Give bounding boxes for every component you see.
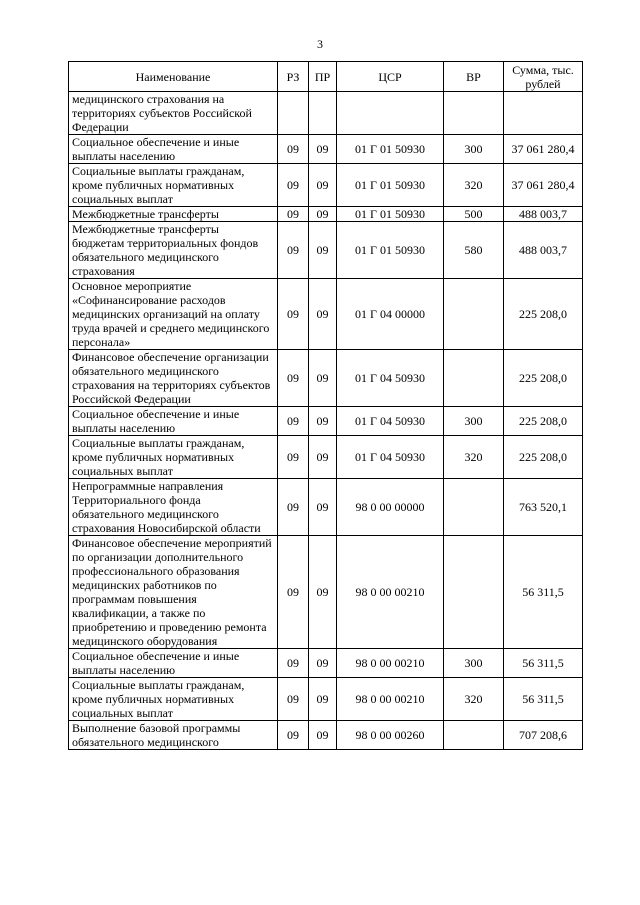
row-csr: 01 Г 01 50930: [337, 207, 444, 222]
row-pr: 09: [309, 678, 337, 721]
table-row: [69, 135, 583, 164]
row-sum: 56 311,5: [504, 649, 583, 678]
row-rz: 09: [278, 721, 309, 750]
row-pr: 09: [309, 436, 337, 479]
row-csr: [337, 92, 444, 135]
row-rz: 09: [278, 135, 309, 164]
row-name: Социальные выплаты гражданам, кроме публичных нормативных социальных выплат: [69, 678, 278, 721]
table-row: [69, 92, 583, 135]
header-rz: РЗ: [278, 62, 309, 92]
row-sum: 56 311,5: [504, 678, 583, 721]
row-name: Финансовое обеспечение организации обязательного медицинского страхования на территориях субъектов Российской Федерации: [69, 350, 278, 407]
header-csr: ЦСР: [337, 62, 444, 92]
page-number: 3: [317, 37, 323, 51]
row-vr: 320: [444, 436, 504, 479]
row-vr: 320: [444, 678, 504, 721]
budget-table: [68, 61, 583, 750]
row-sum: [504, 92, 583, 135]
table-row: [69, 207, 583, 222]
table-row: [69, 222, 583, 279]
row-vr: [444, 479, 504, 536]
row-name: Основное мероприятие «Софинансирование расходов медицинских организаций на оплату труда врачей и среднего медицинского персонала»: [69, 279, 278, 350]
table-row: [69, 436, 583, 479]
row-csr: 98 0 00 00210: [337, 536, 444, 649]
row-vr: [444, 92, 504, 135]
row-vr: 300: [444, 135, 504, 164]
header-sum: Сумма, тыс. рублей: [504, 62, 583, 92]
row-csr: 98 0 00 00210: [337, 649, 444, 678]
header-pr: ПР: [309, 62, 337, 92]
row-pr: [309, 92, 337, 135]
row-sum: 225 208,0: [504, 279, 583, 350]
row-rz: 09: [278, 164, 309, 207]
row-rz: 09: [278, 407, 309, 436]
row-csr: 01 Г 04 50930: [337, 350, 444, 407]
row-sum: 225 208,0: [504, 407, 583, 436]
row-name: Социальное обеспечение и иные выплаты населению: [69, 135, 278, 164]
row-sum: 37 061 280,4: [504, 164, 583, 207]
row-csr: 01 Г 04 00000: [337, 279, 444, 350]
table-row: [69, 649, 583, 678]
row-pr: 09: [309, 207, 337, 222]
row-csr: 01 Г 04 50930: [337, 436, 444, 479]
row-csr: 98 0 00 00210: [337, 678, 444, 721]
row-pr: 09: [309, 222, 337, 279]
row-sum: 225 208,0: [504, 350, 583, 407]
row-name: Непрограммные направления Территориального фонда обязательного медицинского страхования Новосибирской области: [69, 479, 278, 536]
row-rz: 09: [278, 436, 309, 479]
row-pr: 09: [309, 479, 337, 536]
row-rz: 09: [278, 479, 309, 536]
row-name: Межбюджетные трансферты бюджетам территориальных фондов обязательного медицинского страхования: [69, 222, 278, 279]
row-vr: 300: [444, 649, 504, 678]
row-csr: 01 Г 04 50930: [337, 407, 444, 436]
row-vr: [444, 279, 504, 350]
row-pr: 09: [309, 279, 337, 350]
row-pr: 09: [309, 135, 337, 164]
row-pr: 09: [309, 164, 337, 207]
row-rz: 09: [278, 222, 309, 279]
row-pr: 09: [309, 721, 337, 750]
row-name: Межбюджетные трансферты: [69, 207, 278, 222]
row-pr: 09: [309, 536, 337, 649]
table-row: [69, 350, 583, 407]
table-header-row: [69, 62, 583, 92]
table-row: [69, 164, 583, 207]
row-vr: [444, 536, 504, 649]
row-name: Социальное обеспечение и иные выплаты населению: [69, 649, 278, 678]
row-vr: 300: [444, 407, 504, 436]
row-vr: 320: [444, 164, 504, 207]
row-csr: 01 Г 01 50930: [337, 164, 444, 207]
table-row: [69, 407, 583, 436]
row-csr: 01 Г 01 50930: [337, 135, 444, 164]
row-rz: 09: [278, 350, 309, 407]
row-vr: [444, 721, 504, 750]
row-pr: 09: [309, 350, 337, 407]
row-name: медицинского страхования на территориях субъектов Российской Федерации: [69, 92, 278, 135]
row-csr: 98 0 00 00260: [337, 721, 444, 750]
row-name: Социальные выплаты гражданам, кроме публичных нормативных социальных выплат: [69, 436, 278, 479]
row-sum: 488 003,7: [504, 207, 583, 222]
row-sum: 37 061 280,4: [504, 135, 583, 164]
row-rz: 09: [278, 536, 309, 649]
table-row: [69, 279, 583, 350]
row-rz: 09: [278, 649, 309, 678]
row-name: Социальные выплаты гражданам, кроме публичных нормативных социальных выплат: [69, 164, 278, 207]
row-name: Социальное обеспечение и иные выплаты населению: [69, 407, 278, 436]
row-vr: 580: [444, 222, 504, 279]
table-row: [69, 479, 583, 536]
row-rz: 09: [278, 279, 309, 350]
table-row: [69, 721, 583, 750]
row-sum: 707 208,6: [504, 721, 583, 750]
row-rz: 09: [278, 207, 309, 222]
row-csr: 01 Г 01 50930: [337, 222, 444, 279]
row-vr: 500: [444, 207, 504, 222]
header-vr: ВР: [444, 62, 504, 92]
row-sum: 56 311,5: [504, 536, 583, 649]
row-rz: [278, 92, 309, 135]
header-name: Наименование: [69, 62, 278, 92]
table-row: [69, 536, 583, 649]
row-vr: [444, 350, 504, 407]
row-sum: 225 208,0: [504, 436, 583, 479]
row-pr: 09: [309, 407, 337, 436]
row-rz: 09: [278, 678, 309, 721]
row-sum: 763 520,1: [504, 479, 583, 536]
row-name: Выполнение базовой программы обязательного медицинского: [69, 721, 278, 750]
row-pr: 09: [309, 649, 337, 678]
row-sum: 488 003,7: [504, 222, 583, 279]
table-row: [69, 678, 583, 721]
row-csr: 98 0 00 00000: [337, 479, 444, 536]
row-name: Финансовое обеспечение мероприятий по организации дополнительного профессионального образования медицинских работников по программам повышения квалификации, а также по приобретению и проведению ремонта медицинского оборудования: [69, 536, 278, 649]
